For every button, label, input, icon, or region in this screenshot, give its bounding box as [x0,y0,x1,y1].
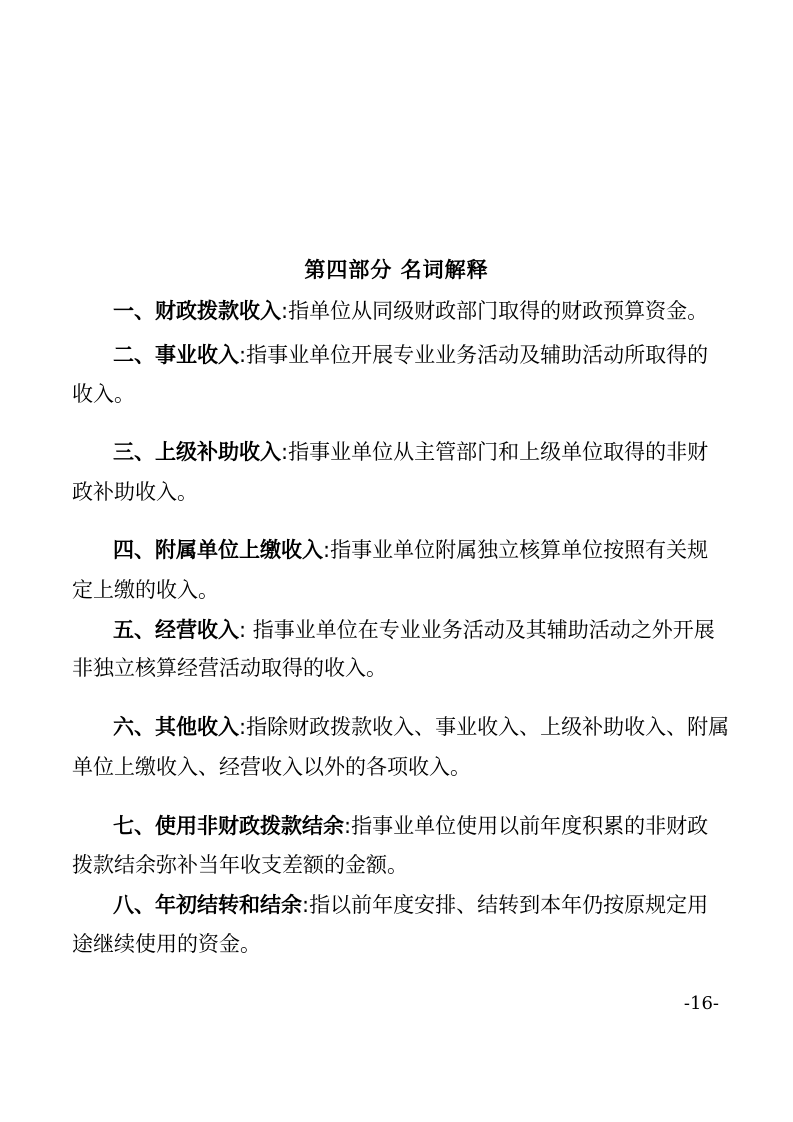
term-separator: : [281,440,289,464]
definition-text: 指除财政拨款收入、事业收入、上级补助收入、附属 [246,715,730,739]
definition-text: 指事业单位在专业业务活动及其辅助活动之外开展 [252,618,715,642]
term-separator: : [302,893,310,917]
definition-continuation: 收入。 [72,382,135,406]
term-label: 三、上级补助收入 [113,440,281,464]
page-number: -16- [683,993,719,1014]
term-label: 八、年初结转和结余 [113,893,302,917]
definition-item-4 [113,535,708,565]
definition-item-7 [113,811,708,841]
term-separator: : [239,343,247,367]
definition-text: 指事业单位附属独立核算单位按照有关规 [330,538,709,562]
definition-item-5 [113,615,715,645]
definition-item-6 [113,712,729,742]
term-label: 一、财政拨款收入 [113,299,281,323]
term-separator: : [323,538,331,562]
definition-continuation: 途继续使用的资金。 [72,932,261,956]
term-label: 五、经营收入 [113,618,239,642]
definition-text: 指事业单位从主管部门和上级单位取得的非财 [288,440,709,464]
term-label: 六、其他收入 [113,715,239,739]
definition-item-1 [113,296,708,326]
definition-text: 指事业单位开展专业业务活动及辅助活动所取得的 [246,343,709,367]
definition-text: 指单位从同级财政部门取得的财政预算资金。 [288,299,709,323]
definition-item-8 [113,890,708,920]
term-separator: : [281,299,289,323]
definition-item-2 [113,340,708,370]
definition-continuation: 政补助收入。 [72,480,198,504]
definition-text: 指事业单位使用以前年度积累的非财政 [351,814,709,838]
definition-item-3 [113,437,708,467]
page-title: 第四部分 名词解释 [304,257,489,282]
definition-continuation: 拨款结余弥补当年收支差额的金额。 [72,853,408,877]
term-separator: : [344,814,352,838]
term-label: 四、附属单位上缴收入 [113,538,323,562]
term-label: 七、使用非财政拨款结余 [113,814,344,838]
term-separator: : [239,618,253,642]
definition-continuation: 单位上缴收入、经营收入以外的各项收入。 [72,755,471,779]
definition-continuation: 非独立核算经营活动取得的收入。 [72,656,387,680]
term-separator: : [239,715,247,739]
definition-text: 指以前年度安排、结转到本年仍按原规定用 [309,893,709,917]
term-label: 二、事业收入 [113,343,239,367]
definition-continuation: 定上缴的收入。 [72,578,219,602]
